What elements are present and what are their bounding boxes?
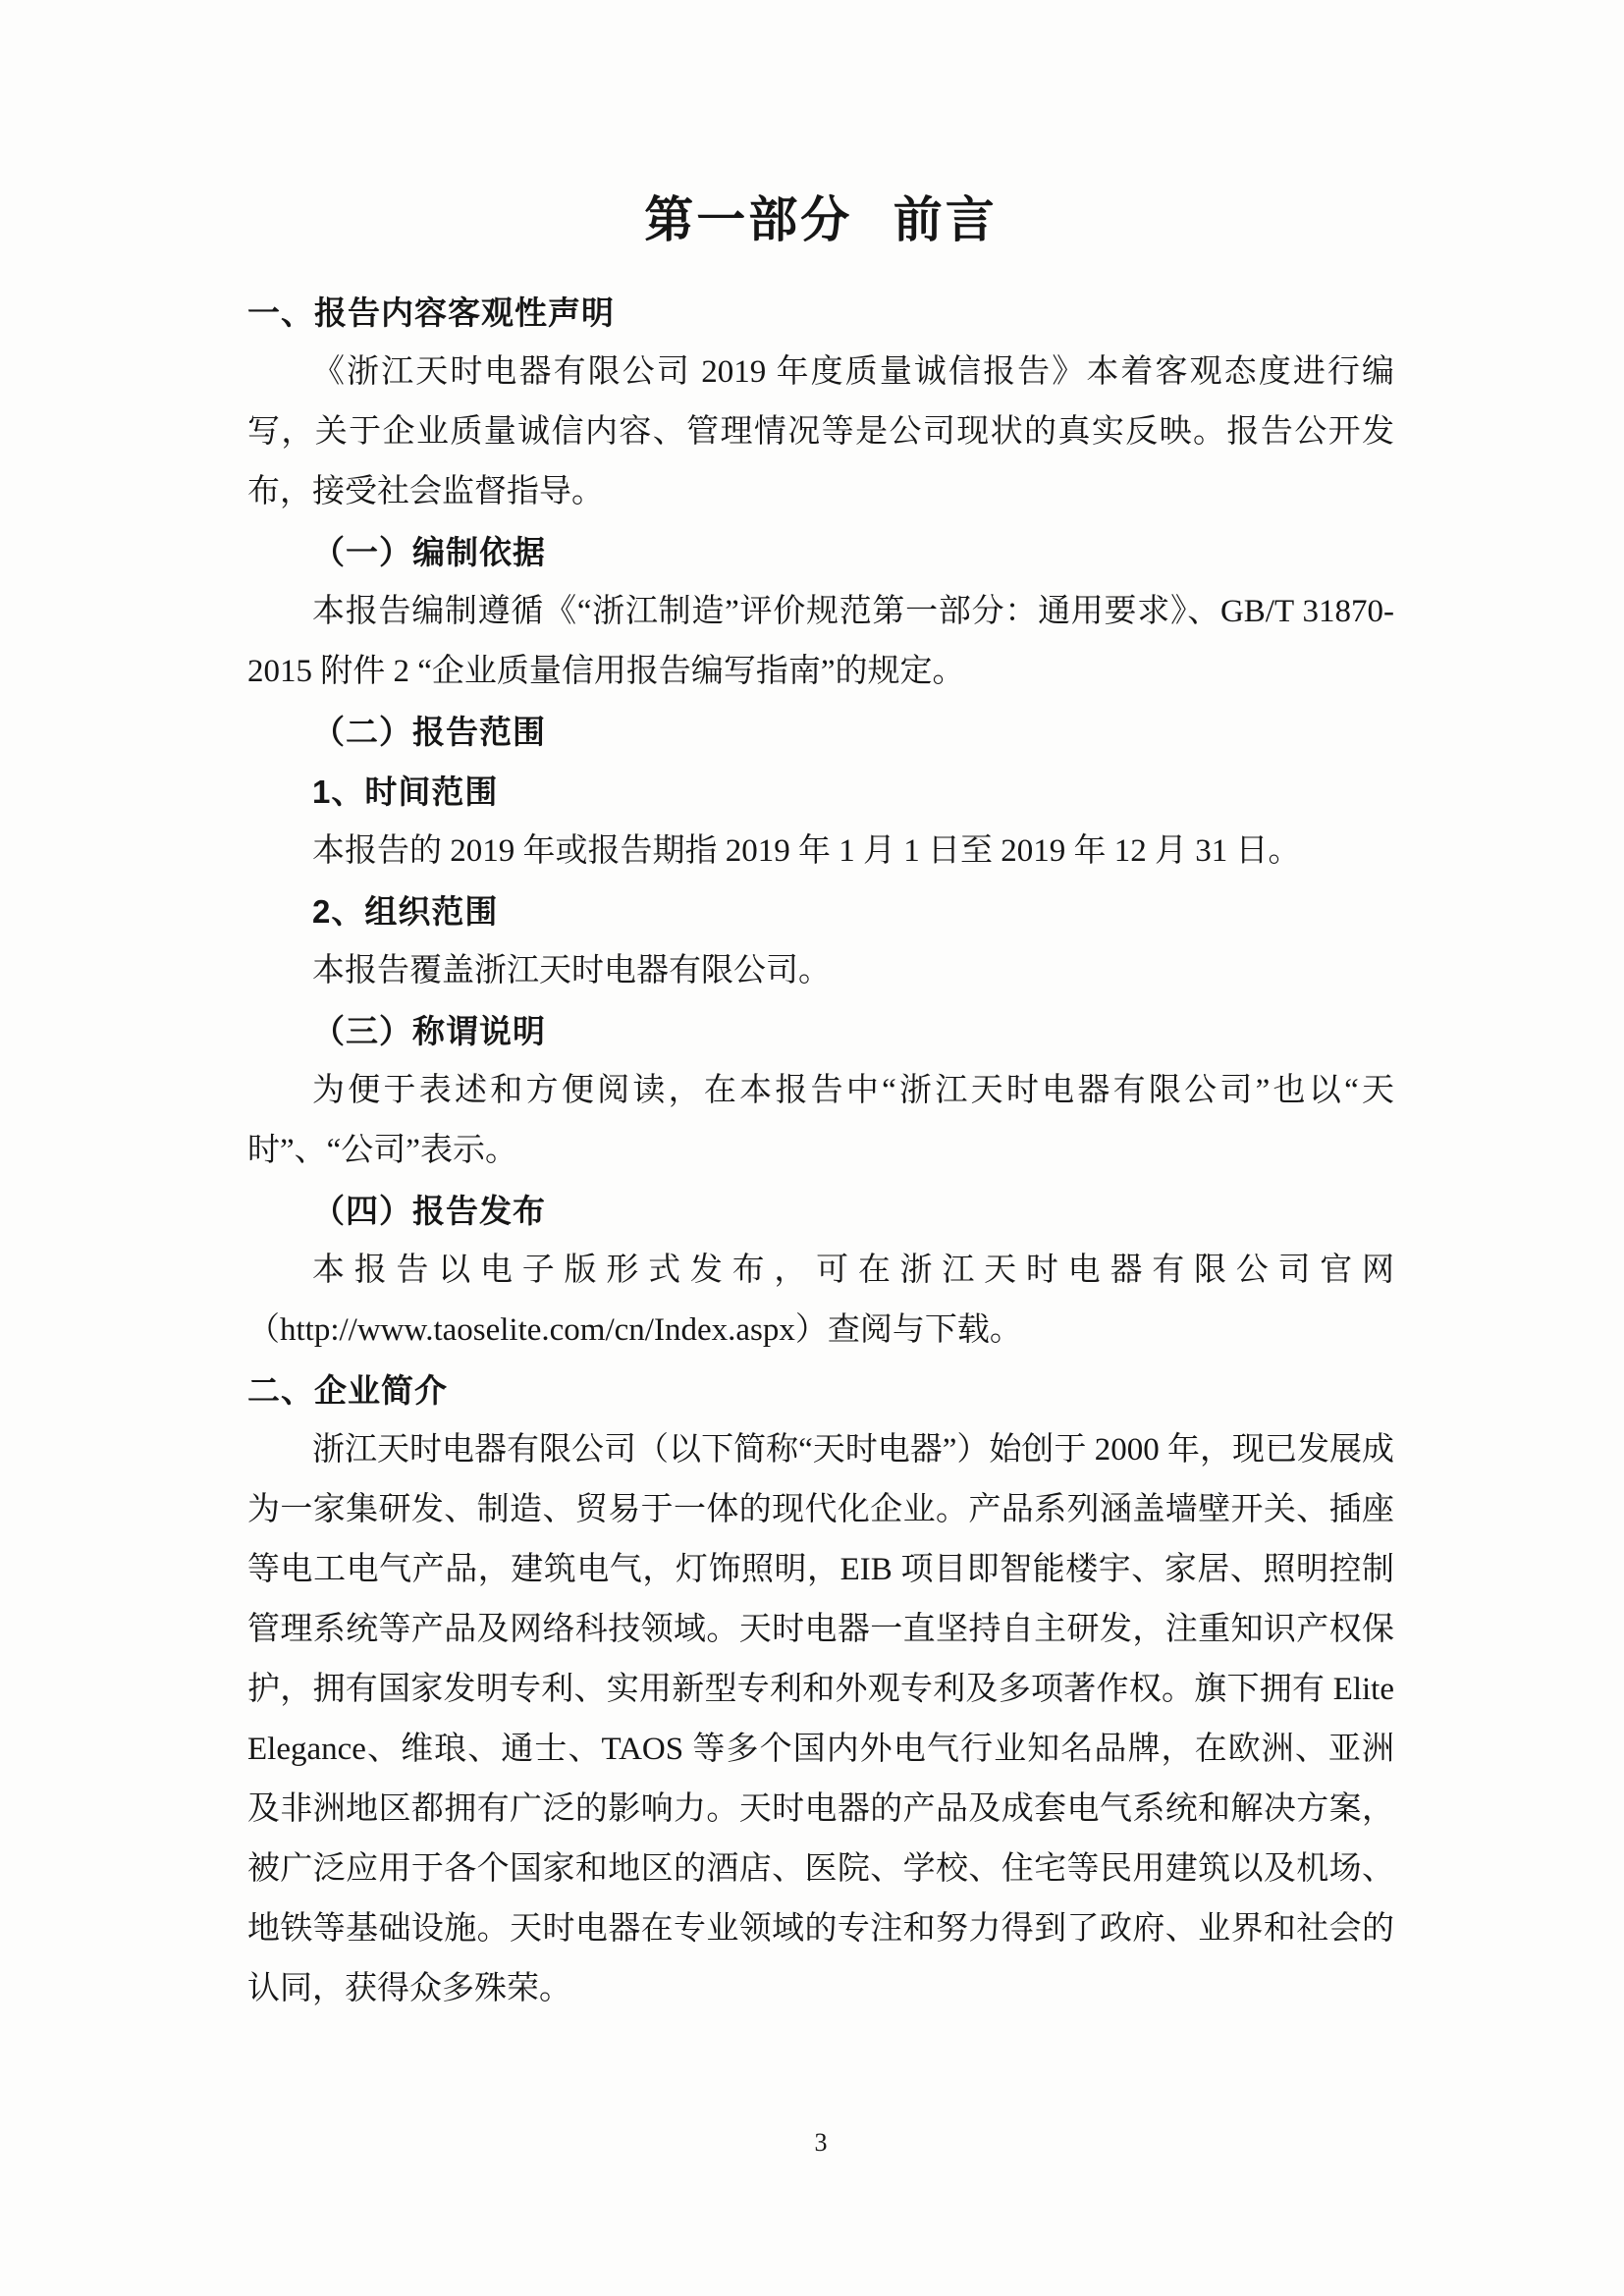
section-heading-company-profile: 二、企业简介 — [247, 1372, 448, 1409]
document-body — [247, 283, 1394, 2019]
paragraph-time-scope: 本报告的 2019 年或报告期指 2019 年 1 月 1 日至 2019 年 12 月 31 日。 — [312, 833, 1301, 869]
paragraph-company-profile: 浙江天时电器有限公司（以下简称“天时电器”）始创于 2000 年，现已发展成为一家集研发、制造、贸易于一体的现代化企业。产品系列涵盖墙壁开关、插座等电工电气产品，建筑电气，灯饰照明，EIB 项目即智能楼宇、家居、照明控制管理系统等产品及网络科技领域。天时电器一直坚持自主研发，注重知识产权保护，拥有国家发明专利、实用新型专利和外观专利及多项著作权。旗下拥有 Elite Elegance、维琅、通士、TAOS 等多个国内外电气行业知名品牌，在欧洲、亚洲及非洲地区都拥有广泛的影响力。天时电器的产品及成套电气系统和解决方案，被广泛应用于各个国家和地区的酒店、医院、学校、住宅等民用建筑以及机场、地铁等基础设施。天时电器在专业领域的专注和努力得到了政府、业界和社会的认同，获得众多殊荣。 — [247, 1432, 1394, 2006]
paragraph-report-release: 本报告以电子版形式发布，可在浙江天时电器有限公司官网（http://www.taoselite.com/cn/Index.aspx）查阅与下载。 — [247, 1253, 1394, 1348]
section-heading-report-objectivity: 一、报告内容客观性声明 — [247, 294, 615, 331]
page-number: 3 — [814, 2128, 828, 2157]
paragraph-organization-scope: 本报告覆盖浙江天时电器有限公司。 — [312, 953, 831, 988]
paragraph-report-objectivity: 《浙江天时电器有限公司 2019 年度质量诚信报告》本着客观态度进行编写，关于企业质量诚信内容、管理情况等是公司现状的真实反映。报告公开发布，接受社会监督指导。 — [247, 354, 1394, 509]
subsection-heading-report-release: （四）报告发布 — [312, 1193, 546, 1229]
subsection-heading-report-scope: （二）报告范围 — [312, 714, 546, 750]
subsection-heading-naming-explanation: （三）称谓说明 — [312, 1013, 546, 1049]
page-title: 第一部分 前言 — [644, 192, 998, 247]
subsubsection-heading-organization-scope: 2、组织范围 — [312, 893, 499, 930]
paragraph-naming-explanation: 为便于表述和方便阅读，在本报告中“浙江天时电器有限公司”也以“天时”、“公司”表示。 — [247, 1073, 1394, 1168]
paragraph-compilation-basis: 本报告编制遵循《“浙江制造”评价规范第一部分：通用要求》、GB/T 31870-2015 附件 2 “企业质量信用报告编写指南”的规定。 — [247, 594, 1394, 689]
subsubsection-heading-time-scope: 1、时间范围 — [312, 774, 499, 810]
subsection-heading-compilation-basis: （一）编制依据 — [312, 534, 546, 570]
